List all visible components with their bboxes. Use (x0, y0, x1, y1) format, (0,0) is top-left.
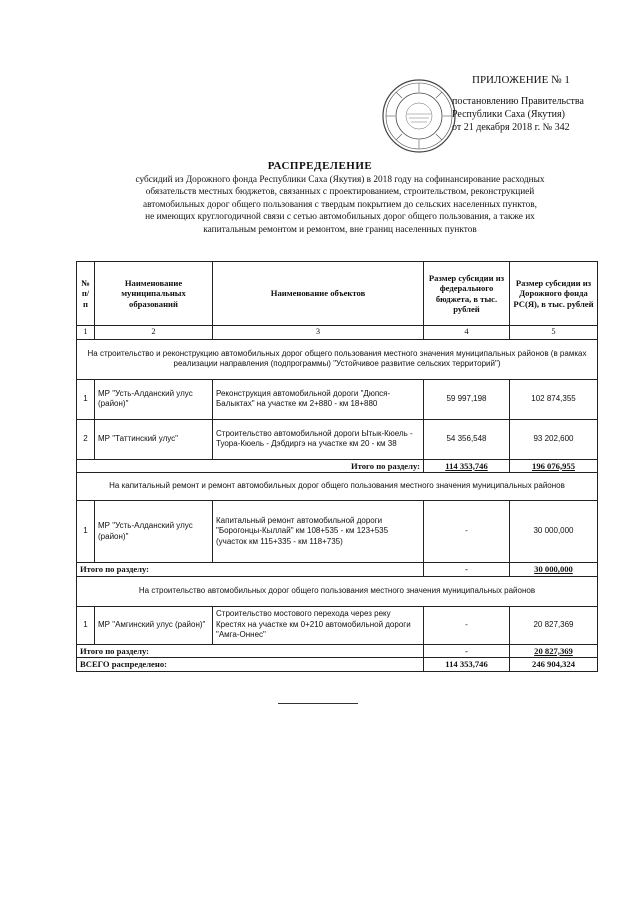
section-title: На строительство и реконструкцию автомобильных дорог общего пользования местного значения муниципальных районов (в рамках реализации направления (подпрограммы) "Устойчивое развитие сельских территорий") (77, 339, 598, 379)
section-total-federal: - (424, 644, 510, 658)
grand-total-label: ВСЕГО распределено: (77, 658, 424, 672)
subtitle-line: субсидий из Дорожного фонда Республики Саха (Якутия) в 2018 году на софинансирование расходных (135, 175, 545, 185)
section-title-row (77, 473, 598, 501)
decree-line: Республики Саха (Якутия) (452, 109, 565, 120)
grand-total-row (77, 658, 598, 672)
row-object: Капитальный ремонт автомобильной дороги "Борогонцы-Кыллай" км 108+535 - км 123+535 (участок км 115+335 - км 118+735) (213, 501, 424, 563)
row-federal: 59 997,198 (424, 379, 510, 419)
section-title-row (77, 339, 598, 379)
decree-reference (452, 95, 584, 134)
header-federal: Размер субсидии из федерального бюджета, в тыс. рублей (424, 262, 510, 326)
column-number-row (77, 326, 598, 340)
table-row (77, 379, 598, 419)
row-no: 2 (77, 419, 95, 459)
table-row (77, 606, 598, 644)
row-no: 1 (77, 379, 95, 419)
row-regional: 20 827,369 (510, 606, 598, 644)
grand-total-federal: 114 353,746 (424, 658, 510, 672)
section-total-regional: 20 827,369 (510, 644, 598, 658)
row-regional: 93 202,600 (510, 419, 598, 459)
row-municipality: МР "Усть-Алданский улус (район)" (95, 379, 213, 419)
grand-total-regional: 246 904,324 (510, 658, 598, 672)
decree-line: от 21 декабря 2018 г. № 342 (452, 122, 570, 133)
section-total-row (77, 459, 598, 473)
document-title: РАСПРЕДЕЛЕНИЕ (267, 160, 373, 172)
section-total-row (77, 644, 598, 658)
row-no: 1 (77, 606, 95, 644)
row-object: Строительство мостового перехода через реку Крестях на участке км 0+210 автомобильной дороги "Амга-Оннес" (213, 606, 424, 644)
row-municipality: МР "Амгинский улус (район)" (95, 606, 213, 644)
document-subtitle (96, 174, 584, 236)
section-title: На капитальный ремонт и ремонт автомобильных дорог общего пользования местного значения муниципальных районов (77, 473, 598, 501)
section-title: На строительство автомобильных дорог общего пользования местного значения муниципальных районов (77, 576, 598, 606)
row-regional: 30 000,000 (510, 501, 598, 563)
column-number: 4 (424, 326, 510, 340)
table-row (77, 501, 598, 563)
section-total-regional: 30 000,000 (510, 563, 598, 577)
row-federal: 54 356,548 (424, 419, 510, 459)
section-total-federal: - (424, 563, 510, 577)
column-number: 2 (95, 326, 213, 340)
section-total-label: Итого по разделу: (77, 644, 424, 658)
header-municipality: Наименование муниципальных образований (95, 262, 213, 326)
closing-rule (278, 703, 358, 704)
subsidy-distribution-table (76, 261, 598, 672)
section-total-federal: 114 353,746 (424, 459, 510, 473)
subtitle-line: капитальным ремонтом и ремонтом, вне границ населенных пунктов (203, 224, 477, 235)
column-number: 5 (510, 326, 598, 340)
section-total-row (77, 563, 598, 577)
row-municipality: МР "Усть-Алданский улус (район)" (95, 501, 213, 563)
subtitle-line: не имеющих круглогодичной связи с сетью автомобильных дорог общего пользования, а также их (145, 212, 535, 223)
official-seal (381, 78, 457, 154)
header-regional: Размер субсидии из Дорожного фонда РС(Я), в тыс. рублей (510, 262, 598, 326)
header-object: Наименование объектов (213, 262, 424, 326)
section-title-row (77, 576, 598, 606)
section-total-label: Итого по разделу: (77, 563, 424, 577)
column-number: 1 (77, 326, 95, 340)
table-header-row (77, 262, 598, 326)
table-row (77, 419, 598, 459)
section-total-regional: 196 076,955 (510, 459, 598, 473)
subtitle-line: автомобильных дорог общего пользования с твердым покрытием до сельских населенных пунктов, (143, 199, 537, 210)
column-number: 3 (213, 326, 424, 340)
row-object: Реконструкция автомобильной дороги "Дюпся-Балыктах" на участке км 2+880 - км 18+880 (213, 379, 424, 419)
row-municipality: МР "Таттинский улус" (95, 419, 213, 459)
section-total-label: Итого по разделу: (77, 459, 424, 473)
header-no: № п/п (77, 262, 95, 326)
appendix-label: ПРИЛОЖЕНИЕ № 1 (472, 74, 570, 86)
row-regional: 102 874,355 (510, 379, 598, 419)
subtitle-line: обязательств местных бюджетов, связанных с проектированием, строительством, реконструкцией (145, 187, 535, 198)
row-federal: - (424, 501, 510, 563)
row-federal: - (424, 606, 510, 644)
row-object: Строительство автомобильной дороги Ытык-Кюель - Туора-Кюель - Дэбдиргэ на участке км 20 - км 38 (213, 419, 424, 459)
row-no: 1 (77, 501, 95, 563)
decree-line: постановлению Правительства (452, 96, 584, 107)
